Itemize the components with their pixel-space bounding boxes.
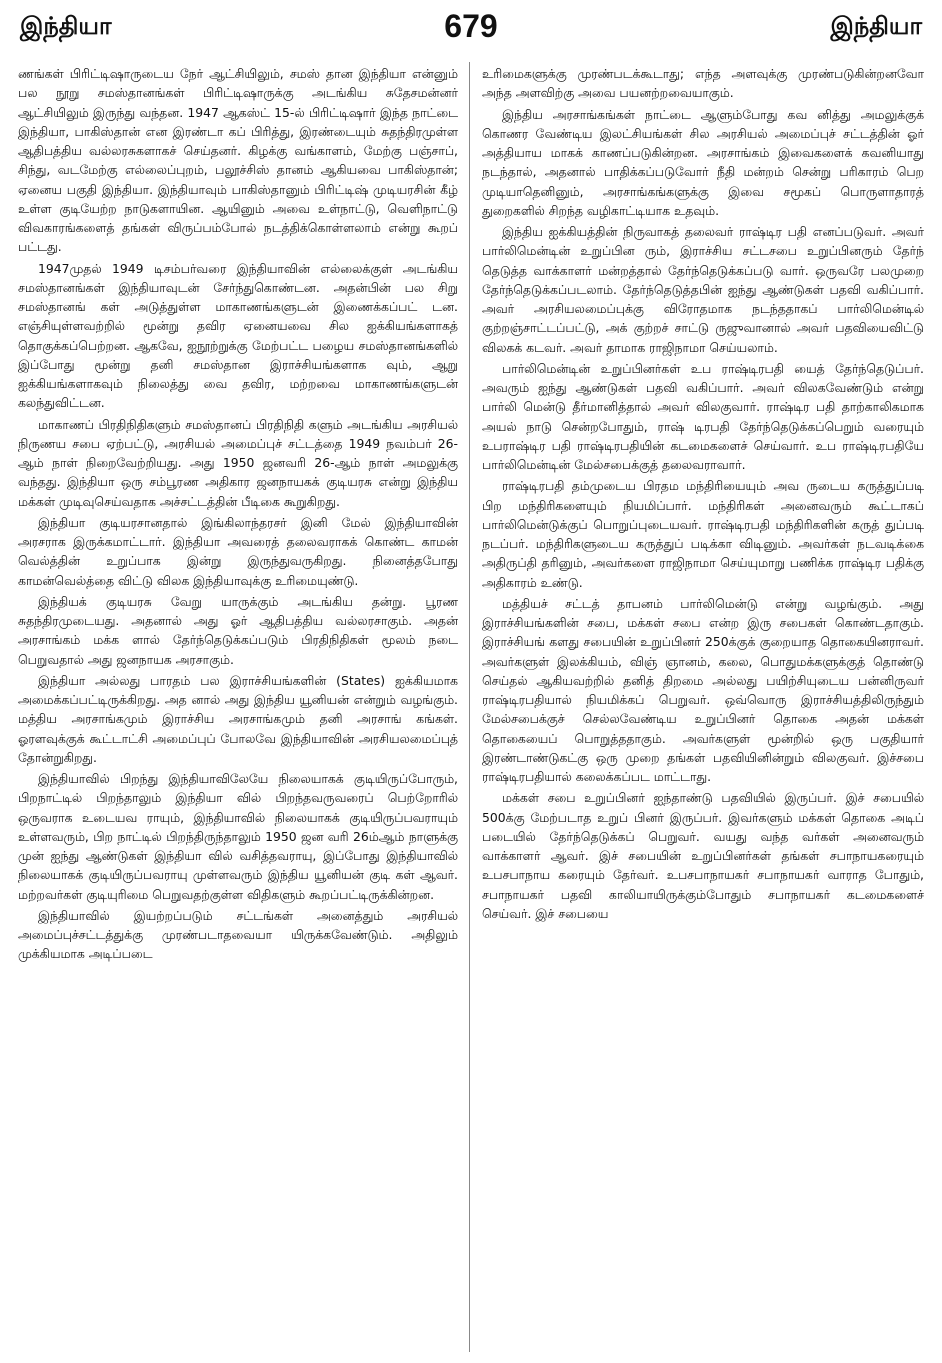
paragraph: இந்திய ஐக்கியத்தின் நிருவாகத் தலைவர் ராஷ்டிர பதி எனப்படுவர். அவர் பார்லிமென்டின் உறுப்பின ரும், இராச்சிய சட்டசபை உறுப்பினரும் தேர்ந் தெடுத்த வாக்காளர் மன்றத்தால் தேர்ந்தெடுக்கப்படு வார். ஒருவரே பலமுறை தேர்ந்தெடுக்கப்படலாம். தேர்ந்தெடுத்தபின் ஐந்து ஆண்டுகள் பதவி வகிப்பார். அவர் அரசியலமைப்புக்கு விரோதமாக நடந்ததாகப் பார்லிமென்டில் குற்றஞ்சாட்டப்பட்டு, அக் குற்றச் சாட்டு ருஜுவானால் அவர் பதவியைவிட்டு விலகக் கடவர். அவர் தாமாக ராஜிநாமா செய்யலாம். bbox=[482, 224, 924, 355]
paragraph: இந்தியாவில் இயற்றப்படும் சட்டங்கள் அனைத்தும் அரசியல் அமைப்புச்சட்டத்துக்கு முரண்படாதவையா யிருக்கவேண்டும். அதிலும் முக்கியமாக அடிப்படை bbox=[18, 907, 458, 962]
running-head-left: இந்தியா bbox=[20, 12, 112, 40]
paragraph: இந்தியா அல்லது பாரதம் பல இராச்சியங்களின் (States) ஐக்கியமாக அமைக்கப்பட்டிருக்கிறது. அத னால் அது இந்திய யூனியன் என்றும் வழங்கும். மத்திய அரசாங்கமும் இராச்சிய அரசாங்கமும் தனி அரசாங் கங்கள். ஓரளவுக்குக் கூட்டாட்சி அமைப்புப் போலவே இந்தியாவின் அரசியலமைப்புத் தோன்றுகிறது. bbox=[18, 672, 458, 765]
paragraph: இந்தியாவில் பிறந்து இந்தியாவிலேயே நிலையாகக் குடியிருப்போரும், பிறநாட்டில் பிறந்தாலும் இந்தியா வில் பிறந்தவருவரைப் பெற்றோரில் ஒருவராக உடையவ ராயும், இந்தியாவில் நிலையாகக் குடியிருப்பவராயும் உள்ளவரும், பிற நாட்டில் பிறந்திருந்தாலும் 1950 ஜன வரி 26ம்ஆம் நாளுக்கு முன் ஐந்து ஆண்டுகள் இந்தியா வில் வசித்தவராயு, இப்போது இந்தியாவில் நிலையாகக் குடியிருப்பவராயு முள்ளவரும் இந்திய யூனியன் குடி கள் ஆவர். மற்றவர்கள் குடியுரிமை பெறுவதற்குள்ள விதிகளும் கூறப்பட்டிருக்கின்றன. bbox=[18, 771, 458, 902]
paragraph: உரிமைகளுக்கு முரண்படக்கூடாது; எந்த அளவுக்கு முரண்படுகின்றனவோ அந்த அளவிற்கு அவை பயனற்றவையாகும். bbox=[482, 66, 924, 101]
paragraph: மக்கள் சபை உறுப்பினர் ஐந்தாண்டு பதவியில் இருப்பர். இச் சபையில் 500க்கு மேற்படாத உறுப் பினர் இருப்பர். இவர்களும் மக்கள் தொகை அடிப் படையில் தேர்ந்தெடுக்கப் பெறுவர். வயது வந்த வர்கள் அனைவரும் வாக்காளர் ஆவர். இச் சபையின் உறுப்பினர்கள் தங்கள் சபாநாயகரையும் உபசபாநாய கரையும் தேர்வர். உபசபாநாயகர் சபாநாயகர் வாராத போதும், சபாநாயகர் பதவி காலியாயிருக்கும்போதும் சபாநாயகர் கடமைகளைச் செய்வர். இச் சபையை bbox=[482, 790, 924, 921]
page-number: 679 bbox=[444, 8, 498, 44]
paragraph: மத்தியச் சட்டத் தாபனம் பார்லிமென்டு என்று வழங்கும். அது இராச்சியங்களின் சபை, மக்கள் சபை என்ற இரு சபைகள் கொண்டதாகும். இராச்சியங் களது சபையின் உறுப்பினர் 250க்குக் குறையாத தொகையினராவர். அவர்களுள் இலக்கியம், விஞ் ஞானம், கலை, பொதுமக்களுக்குத் தொண்டு செய்தல் ஆகியவற்றில் தனித் திறமை அல்லது பயிற்சியுடைய பன்னிருவர் ராஷ்டிரபதியால் நியமிக்கப் பெறுவர். ஒவ்வொரு இராச்சியத்திலிருந்தும் மேல்சபைக்குச் செல்லவேண்டிய உறுப்பினர் தொகை அதன் மக்கள் தொகையைப் பொறுத்ததாகும். அவர்களுள் மூன்றில் ஒரு பகுதியார் இரண்டாண்டுகட்கு ஒரு முறை தங்கள் பதவியினின்றும் விலகுவர். இச்சபை ராஷ்டிரபதியால் கலைக்கப்பட மாட்டாது. bbox=[482, 595, 924, 784]
paragraph: இந்திய அரசாங்கங்கள் நாட்டை ஆளும்போது கவ னித்து அமலுக்குக் கொணர வேண்டிய இலட்சியங்கள் சில அரசியல் அமைப்புச் சட்டத்தின் ஓர் அத்தியாய மாகக் காணப்படுகின்றன. அரசாங்கம் இவைகளைக் கவனியாது நடந்தால், அதனால் பாதிக்கப்படுவோர் நீதி மன்றம் சென்று பரிகாரம் பெற முடியாதெனினும், அரசாங்கங்களுக்கு இவை சமூகப் பொருளாதாரத் துறைகளில் சிறந்த வழிகாட்டியாக உதவும். bbox=[482, 106, 924, 218]
paragraph: 1947முதல் 1949 டிசம்பர்வரை இந்தியாவின் எல்லைக்குள் அடங்கிய சமஸ்தானங்கள் இந்தியாவுடன் சேர்ந்துகொண்டன. அதன்பின் பல சிறு சமஸ்தானங் கள் அடுத்துள்ள மாகாணங்களுடன் இணைக்கப்பட் டன. எஞ்சியுள்ளவற்றில் மூன்று தவிர ஏனையவை சில ஐக்கியங்களாகத் தொகுக்கப்பெற்றன. ஆகவே, ஐநூற்றுக்கு மேற்பட்ட பழைய சமஸ்தானங்களில் இப்போது மூன்று தனி சமஸ்தான இராச்சியங்களாக வும், ஆறு ஐக்கியங்களாகவும் நிலைத்து வை தவிர, மற்றவை மாகாணங்களுடன் கலந்துவிட்டன. bbox=[18, 260, 458, 411]
paragraph: ராஷ்டிரபதி தம்முடைய பிரதம மந்திரியையும் அவ ருடைய கருத்துப்படி பிற மந்திரிகளையும் நியமிப்பார். மந்திரிகள் அனைவரும் கூட்டாகப் பார்லிமென்டுக்குப் பொறுப்புடையவர். ராஷ்டிரபதி மந்திரிகளின் கருத் துப்படி நடப்பர். மந்திரிகளுடைய கருத்துப் படிக்கா விடினும். அவர்கள் நடவடிக்கை அதிருப்தி தரினும், அவர்களை ராஜிநாமா செய்யுமாறு பணிக்க ராஷ்டிர பதிக்கு அதிகாரம் உண்டு. bbox=[482, 478, 924, 590]
right-column bbox=[482, 64, 924, 1356]
paragraph: பார்லிமென்டின் உறுப்பினர்கள் உப ராஷ்டிரபதி யைத் தேர்ந்தெடுப்பர். அவரும் ஐந்து ஆண்டுகள் பதவி வகிப்பார். அவர் விலகவேண்டும் என்று பார்லி மென்டு தீர்மானித்தால் அவர் விலகுவார். ராஷ்டிர பதி தாற்காலிகமாக அயல் நாடு சென்றபோதும், ராஷ் டிரபதி தேர்ந்தெடுக்கப்பெறும் வரையும் உபராஷ்டிர பதி ராஷ்டிரபதியின் கடமைகளைச் செய்வார். உப ராஷ்டிரபதியே பார்லிமென்டின் மேல்சபைக்குத் தலைவராவார். bbox=[482, 360, 924, 472]
paragraph: இந்தியா குடியரசானதால் இங்கிலாந்தரசர் இனி மேல் இந்தியாவின் அரசராக இருக்கமாட்டார். இந்தியா அவரைத் தலைவராகக் கொண்ட காமன் வெல்த்தின் உறுப்பாக இன்று இருந்துவருகிறது. நினைத்தபோது காமன்வெல்த்தை விட்டு விலக இந்தியாவுக்கு உரிமையுண்டு. bbox=[18, 514, 458, 588]
left-column bbox=[18, 64, 458, 1356]
paragraph: மாகாணப் பிரதிநிதிகளும் சமஸ்தானப் பிரதிநிதி களும் அடங்கிய அரசியல் நிருணய சபை ஏற்பட்டு, அரசியல் அமைப்புச் சட்டத்தை 1949 நவம்பர் 26-ஆம் நாள் நிறைவேற்றியது. அது 1950 ஜனவரி 26-ஆம் நாள் அமலுக்கு வந்தது. இந்தியா ஒரு சம்பூரண அதிகார ஜனநாயகக் குடியரசு என்று இந்திய மக்கள் முடிவுசெய்வதாக அச்சட்டத்தின் பீடிகை கூறுகிறது. bbox=[18, 416, 458, 509]
paragraph: இந்தியக் குடியரசு வேறு யாருக்கும் அடங்கிய தன்று. பூரண சுதந்திரமுடையது. அதனால் அது ஓர் ஆதிபத்திய வல்லரசாகும். அதன் அரசாங்கம் மக்க ளால் தேர்ந்தெடுக்கப்படும் பிரதிநிதிகள் மூலம் நடை பெறுவதால் அது ஜனநாயக அரசாகும். bbox=[18, 593, 458, 667]
paragraph: ணங்கள் பிரிட்டிஷாருடைய நேர் ஆட்சியிலும், சமஸ் தான இந்தியா என்னும் பல நூறு சமஸ்தானங்கள் பிரிட்டிஷாருக்கு அடங்கிய சுதேசமன்னர் ஆட்சியிலும் இருந்து வந்தன. 1947 ஆகஸ்ட் 15-ல் பிரிட்டிஷார் இந்த நாட்டை இந்தியா, பாகிஸ்தான் என இரண்டா கப் பிரித்து, இரண்டையும் சுதந்திரமுள்ள ஆதிபத்திய வல்லரசுகளாகச் செய்தனர். கிழக்கு வங்காளம், மேற்கு பஞ்சாப், சிந்து, வடமேற்கு எல்லைப்புறம், பலூச்சிஸ் தானம் ஆகியவை பாகிஸ்தான்; ஏனைய பகுதி இந்தியா. இந்தியாவும் பாகிஸ்தானும் பிரிட்டிஷ் முடியரசின் கீழ் உள்ள குடியேற்ற நாடுகளாயின. ஆயினும் அவை உள்நாட்டு, வெளிநாட்டு விவகாரங்களைத் தங்கள் விருப்பம்போல் நடத்திக்கொள்ளலாம் என்று கூறப் பட்டது. bbox=[18, 66, 458, 255]
column-divider bbox=[469, 62, 470, 1352]
page-header bbox=[0, 8, 942, 48]
running-head-right: இந்தியா bbox=[830, 12, 922, 40]
